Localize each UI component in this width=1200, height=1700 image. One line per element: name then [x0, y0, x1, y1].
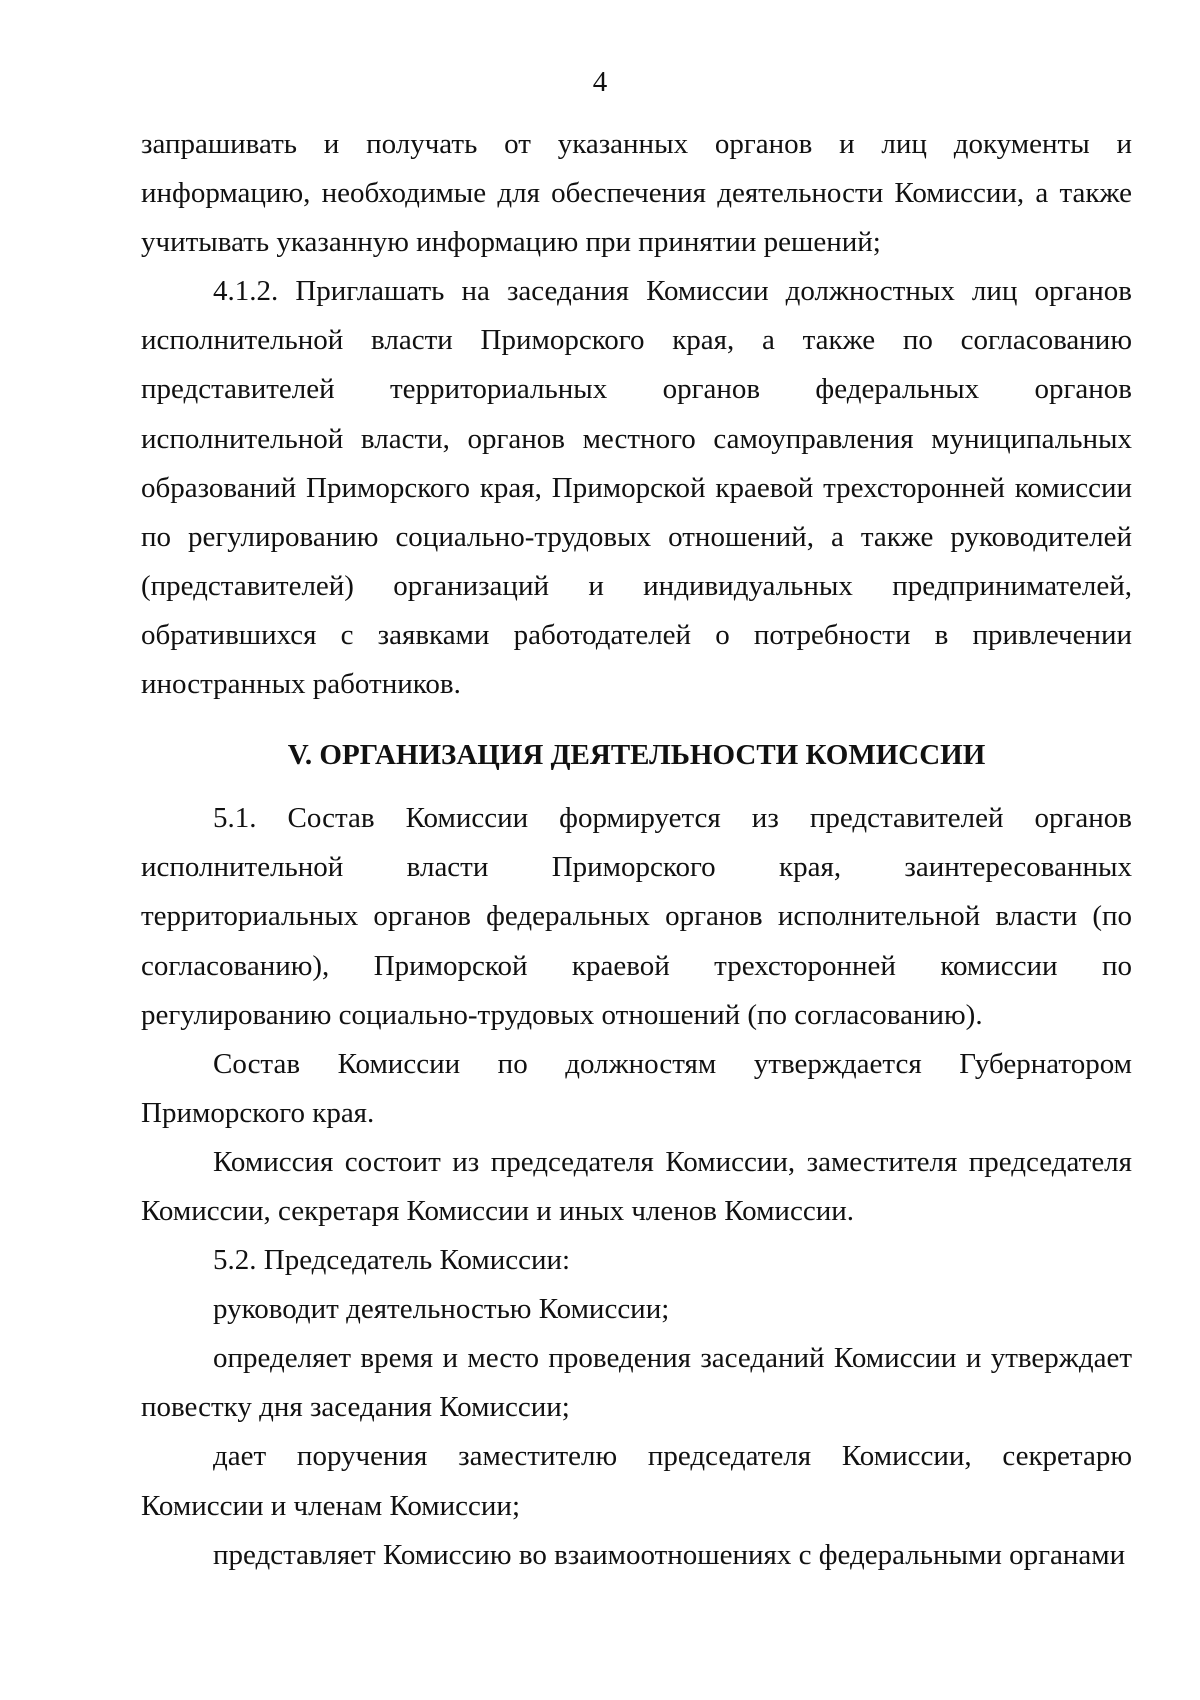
- paragraph-5-1: 5.1. Состав Комиссии формируется из представителей органов исполнительной власти Приморского края, заинтересованных территориальных органов федеральных органов исполнительной власти (по согласованию), Приморской краевой трехсторонней комиссии по регулированию социально-трудовых отношений (по согласованию).: [141, 802, 1132, 1031]
- list-item-represents: представляет Комиссию во взаимоотношениях с федеральными органами: [213, 1538, 1126, 1571]
- list-item-instructs: дает поручения заместителю председателя Комиссии, секретарю Комиссии и членам Комиссии;: [141, 1440, 1132, 1522]
- list-item-manages: руководит деятельностью Комиссии;: [213, 1293, 670, 1326]
- document-body: [141, 120, 1132, 1580]
- page-number: 4: [592, 66, 608, 98]
- list-item-schedules: определяет время и место проведения заседаний Комиссии и утверждает повестку дня заседания Комиссии;: [141, 1342, 1132, 1424]
- paragraph-composition-approval: Состав Комиссии по должностям утверждается Губернатором Приморского края.: [141, 1047, 1132, 1129]
- paragraph-commission-members: Комиссия состоит из председателя Комиссии, заместителя председателя Комиссии, секретаря Комиссии и иных членов Комиссии.: [141, 1145, 1132, 1227]
- section-title: V. ОРГАНИЗАЦИЯ ДЕЯТЕЛЬНОСТИ КОМИССИИ: [287, 739, 986, 772]
- paragraph-continuation: запрашивать и получать от указанных органов и лиц документы и информацию, необходимые для обеспечения деятельности Комиссии, а также учитывать указанную информацию при принятии решений;: [141, 128, 1132, 259]
- paragraph-4-1-2: 4.1.2. Приглашать на заседания Комиссии должностных лиц органов исполнительной власти Приморского края, а также по согласованию представителей территориальных органов федеральных органов исполнительной власти, органов местного самоуправления муниципальных образований Приморского края, Приморской краевой трехсторонней комиссии по регулированию социально-трудовых отношений, а также руководителей (представителей) организаций и индивидуальных предпринимателей, обратившихся с заявками работодателей о потребности в привлечении иностранных работников.: [141, 275, 1132, 701]
- paragraph-5-2: 5.2. Председатель Комиссии:: [213, 1244, 571, 1277]
